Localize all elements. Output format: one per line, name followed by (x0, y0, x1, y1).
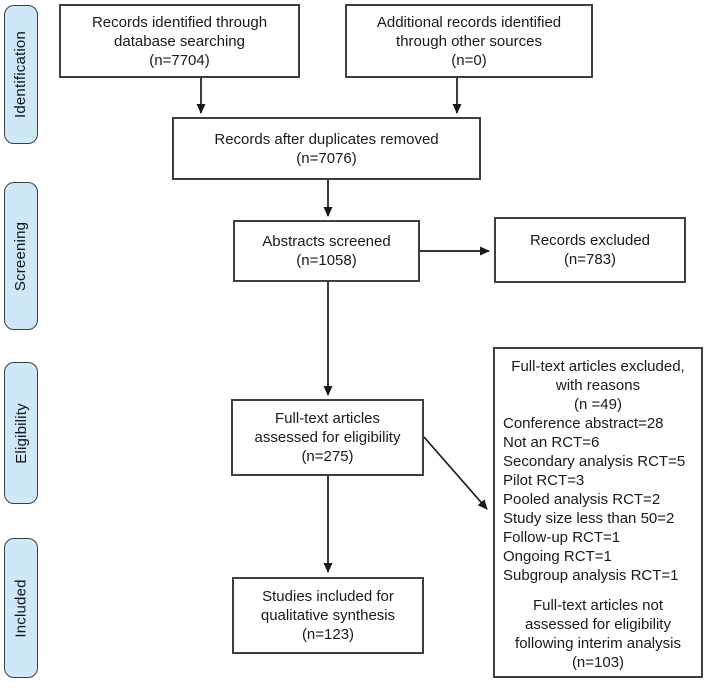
box-line: through other sources (396, 32, 542, 50)
box-abstracts-screened (233, 220, 420, 282)
box-line: Records identified through (91, 13, 268, 31)
exclusion-reason: Pilot RCT=3 (503, 472, 585, 489)
box-line: Full-text articles not (532, 597, 664, 614)
box-line: Additional records identified (376, 13, 562, 31)
box-studies-included (232, 577, 424, 654)
exclusion-reason: Conference abstract=28 (503, 415, 664, 432)
box-count: (n=1058) (296, 252, 357, 269)
box-line: Full-text articles (274, 410, 381, 427)
box-count: (n=123) (301, 626, 355, 643)
stage-screening-label: Screening (12, 221, 30, 291)
box-additional-records-other-sources (345, 4, 593, 78)
box-count: (n=7076) (296, 149, 357, 167)
stage-included-label: Included (12, 578, 30, 638)
box-records-identified-database (59, 4, 300, 78)
box-count: (n=103) (571, 654, 625, 671)
exclusion-reason: Follow-up RCT=1 (503, 529, 621, 546)
arrow-fulltext-to-excluded (424, 437, 487, 509)
box-count: (n=7704) (149, 51, 210, 69)
stage-eligibility-label: Eligibility (12, 402, 30, 464)
stage-eligibility (4, 362, 38, 504)
exclusion-reason: Pooled analysis RCT=2 (503, 491, 661, 508)
box-records-excluded (494, 217, 686, 283)
box-line: database searching (114, 32, 245, 50)
box-fulltext-assessed (231, 399, 424, 476)
box-count: (n=783) (563, 251, 617, 268)
exclusion-reason: Study size less than 50=2 (503, 510, 675, 527)
box-line: Studies included for (262, 588, 394, 605)
box-line: qualitative synthesis (260, 607, 396, 624)
box-line: assessed for eligibility (254, 429, 401, 446)
exclusion-reason: Not an RCT=6 (503, 434, 600, 451)
box-fulltext-excluded-reasons (493, 347, 703, 678)
box-count: (n=0) (451, 51, 487, 69)
stage-identification (4, 5, 38, 144)
exclusion-reason: Subgroup analysis RCT=1 (503, 567, 679, 584)
box-count: (n=275) (301, 448, 354, 465)
box-line: Records after duplicates removed (214, 130, 439, 148)
stage-screening (4, 182, 38, 330)
stage-identification-label: Identification (12, 30, 30, 119)
stage-included (4, 538, 38, 678)
box-line: with reasons (555, 377, 641, 394)
box-line: Full-text articles excluded, (511, 358, 685, 375)
box-records-after-duplicates-removed (172, 117, 481, 180)
box-count: (n =49) (574, 396, 622, 413)
box-line: Records excluded (529, 232, 651, 249)
exclusion-reason: Ongoing RCT=1 (503, 548, 612, 565)
box-line: assessed for eligibility (525, 616, 671, 633)
box-line: following interim analysis (515, 635, 681, 652)
box-line: Abstracts screened (262, 233, 391, 250)
exclusion-reason: Secondary analysis RCT=5 (503, 453, 686, 470)
